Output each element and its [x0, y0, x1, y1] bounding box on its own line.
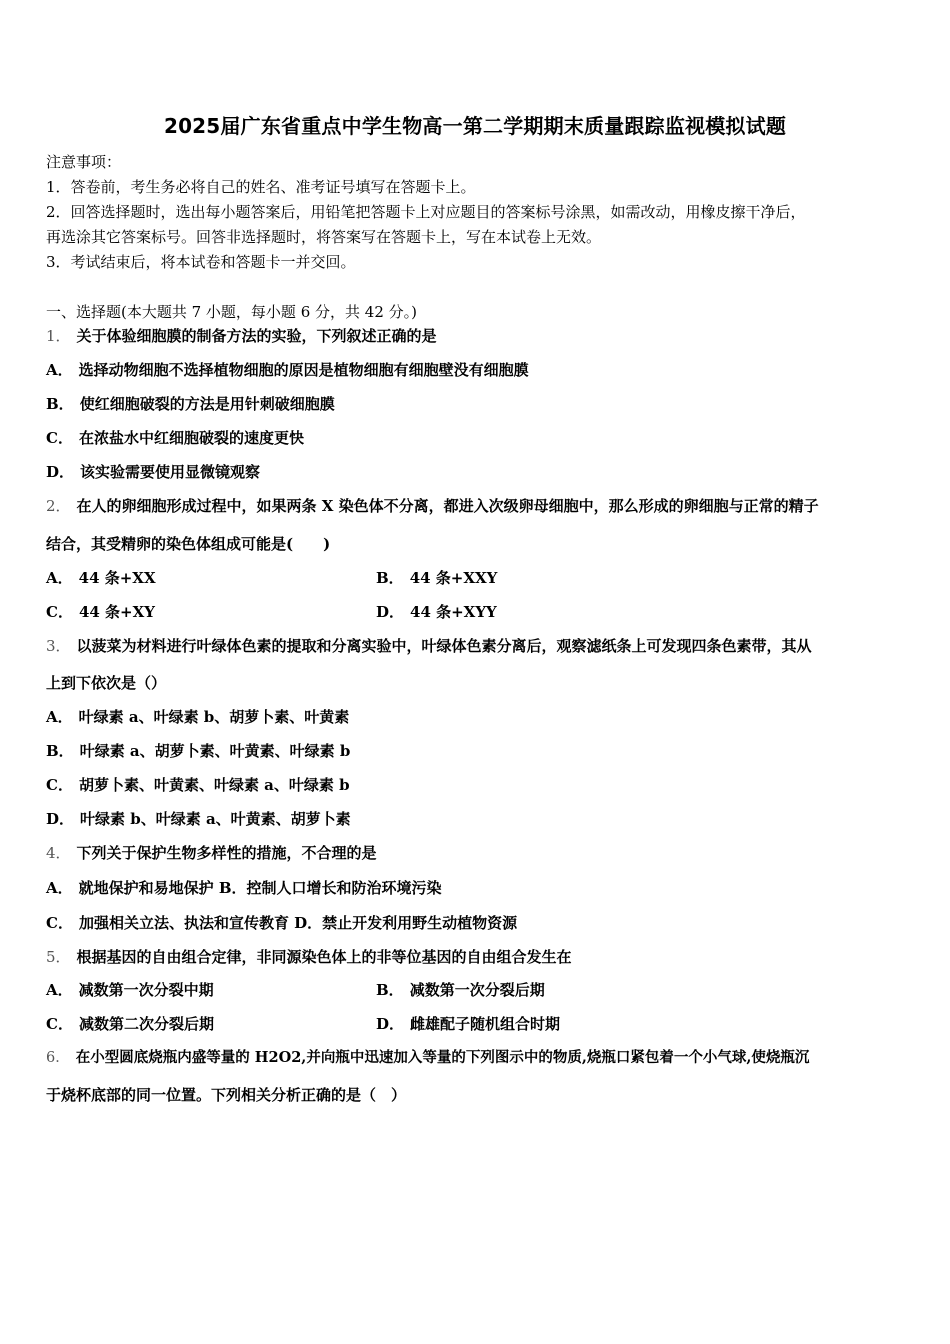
page-title: 2025届广东省重点中学生物高一第二学期期末质量跟踪监视模拟试题 [163, 114, 787, 138]
question-2 [46, 496, 819, 516]
option: D． 该实验需要使用显微镜观察 [46, 463, 261, 481]
option-row: C． 44 条+XY D． 44 条+XYY [46, 603, 497, 621]
option-row: A． 减数第一次分裂中期 B． 减数第一次分裂后期 [46, 981, 545, 999]
option: D． 叶绿素 b、叶绿素 a、叶黄素、胡萝卜素 [46, 810, 351, 828]
option: A． 选择动物细胞不选择植物细胞的原因是植物细胞有细胞壁没有细胞膜 [46, 361, 529, 379]
note-item: 2．回答选择题时，选出每小题答案后，用铅笔把答题卡上对应题目的答案标号涂黑，如需改动，用橡皮擦干净后， [46, 203, 806, 221]
question-6 [46, 1048, 809, 1068]
question-text: 根据基因的自由组合定律，非同源染色体上的非等位基因的自由组合发生在 [76, 948, 572, 966]
question-number: 4． [46, 844, 71, 862]
section-heading: 一、选择题(本大题共 7 小题，每小题 6 分，共 42 分。) [46, 303, 417, 321]
question-1 [46, 326, 437, 346]
question-4 [46, 843, 377, 863]
option: C． 加强相关立法、执法和宣传教育 D．禁止开发利用野生动植物资源 [46, 914, 518, 932]
note-item: 3．考试结束后，将本试卷和答题卡一并交回。 [46, 253, 356, 271]
note-item: 1．答卷前，考生务必将自己的姓名、准考证号填写在答题卡上。 [46, 178, 476, 196]
notes-heading: 注意事项： [46, 153, 122, 171]
question-text: 关于体验细胞膜的制备方法的实验，下列叙述正确的是 [76, 327, 437, 345]
question-text: 在人的卵细胞形成过程中，如果两条 X 染色体不分离，都进入次级卵母细胞中，那么形成的卵细胞与正常的精子 [76, 497, 819, 515]
question-text-continued: 结合，其受精卵的染色体组成可能是( ) [46, 535, 331, 553]
note-item: 再选涂其它答案标号。回答非选择题时，将答案写在答题卡上，写在本试卷上无效。 [46, 228, 602, 246]
question-number: 1． [46, 327, 71, 345]
option: A． 叶绿素 a、叶绿素 b、胡萝卜素、叶黄素 [46, 708, 350, 726]
option: A． 就地保护和易地保护 B．控制人口增长和防治环境污染 [46, 879, 442, 897]
option-row: C． 减数第二次分裂后期 D． 雌雄配子随机组合时期 [46, 1015, 561, 1033]
question-5 [46, 947, 572, 967]
question-3 [46, 636, 812, 656]
question-text-continued: 上到下依次是（） [46, 674, 167, 692]
question-number: 6． [46, 1050, 70, 1066]
question-number: 3． [46, 637, 71, 655]
question-text: 以菠菜为材料进行叶绿体色素的提取和分离实验中，叶绿体色素分离后，观察滤纸条上可发现四条色素带，其从 [76, 637, 812, 655]
question-number: 5． [46, 948, 71, 966]
question-text: 在小型圆底烧瓶内盛等量的 H2O2,并向瓶中迅速加入等量的下列图示中的物质,烧瓶口紧包着一个小气球,使烧瓶沉 [75, 1049, 810, 1066]
option: B． 使红细胞破裂的方法是用针刺破细胞膜 [46, 395, 335, 413]
option: C． 在浓盐水中红细胞破裂的速度更快 [46, 429, 304, 447]
question-number: 2． [46, 497, 71, 515]
option: C． 胡萝卜素、叶黄素、叶绿素 a、叶绿素 b [46, 776, 350, 794]
question-text: 下列关于保护生物多样性的措施，不合理的是 [76, 844, 377, 862]
option: B． 叶绿素 a、胡萝卜素、叶黄素、叶绿素 b [46, 742, 351, 760]
question-text-continued: 于烧杯底部的同一位置。下列相关分析正确的是（ ） [46, 1086, 407, 1104]
option-row: A． 44 条+XX B． 44 条+XXY [46, 569, 498, 587]
